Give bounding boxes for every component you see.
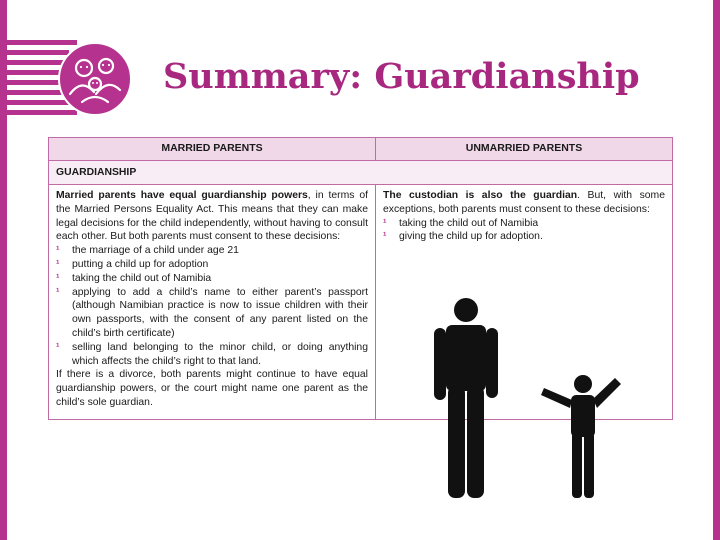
married-intro-bold: Married parents have equal guardianship powers <box>56 190 308 201</box>
spiral-bullet-icon: ¹ <box>56 341 60 353</box>
married-parents-cell <box>49 185 376 420</box>
column-header-married: MARRIED PARENTS <box>49 138 376 161</box>
left-frame-bar <box>0 0 7 540</box>
spiral-bullet-icon: ¹ <box>56 286 60 298</box>
spiral-bullet-icon: ¹ <box>56 272 60 284</box>
unmarried-intro <box>383 189 665 217</box>
married-closing: If there is a divorce, both parents might continue to have equal guardianship powers, or the court might name one parent as the child’s sole guardian. <box>56 369 368 408</box>
list-item: ¹ taking the child out of Namibia <box>56 272 212 284</box>
family-logo-icon <box>58 42 132 116</box>
spiral-bullet-icon: ¹ <box>56 258 60 270</box>
list-item: ¹ applying to add a child’s name to either parent’s passport (although Namibian practice is now to issue children with their own passports, with the consent of any parent listed on the child’s birth certificate) <box>56 286 368 339</box>
unmarried-intro-text: . But, with some exceptions, both parents must consent to these decisions: <box>383 190 665 215</box>
list-item: ¹ giving the child up for adoption. <box>383 231 543 243</box>
spiral-bullet-icon: ¹ <box>56 245 60 257</box>
list-item: ¹ selling land belonging to the minor child, or doing anything which affects the child’s right to that land. <box>56 341 368 367</box>
page-title: Summary: Guardianship <box>163 56 640 97</box>
spiral-bullet-icon: ¹ <box>383 217 387 229</box>
unmarried-intro-bold: The custodian is also the guardian <box>383 190 578 201</box>
married-intro-text: , in terms of the Married Persons Equality Act. This means that they can make legal decisions for the child independently, without having to consult each other. But both parents must consent to these decisions: <box>56 190 368 243</box>
right-frame-bar <box>713 0 720 540</box>
section-label: GUARDIANSHIP <box>49 161 673 185</box>
list-item: ¹ putting a child up for adoption <box>56 258 209 270</box>
column-header-unmarried: UNMARRIED PARENTS <box>376 138 673 161</box>
list-item: ¹ the marriage of a child under age 21 <box>56 245 239 257</box>
married-intro <box>56 189 368 244</box>
parent-and-child-icon <box>420 298 650 498</box>
married-consent-list <box>56 244 368 368</box>
spiral-bullet-icon: ¹ <box>383 231 387 243</box>
unmarried-consent-list <box>383 217 665 245</box>
list-item: ¹ taking the child out of Namibia <box>383 217 539 229</box>
